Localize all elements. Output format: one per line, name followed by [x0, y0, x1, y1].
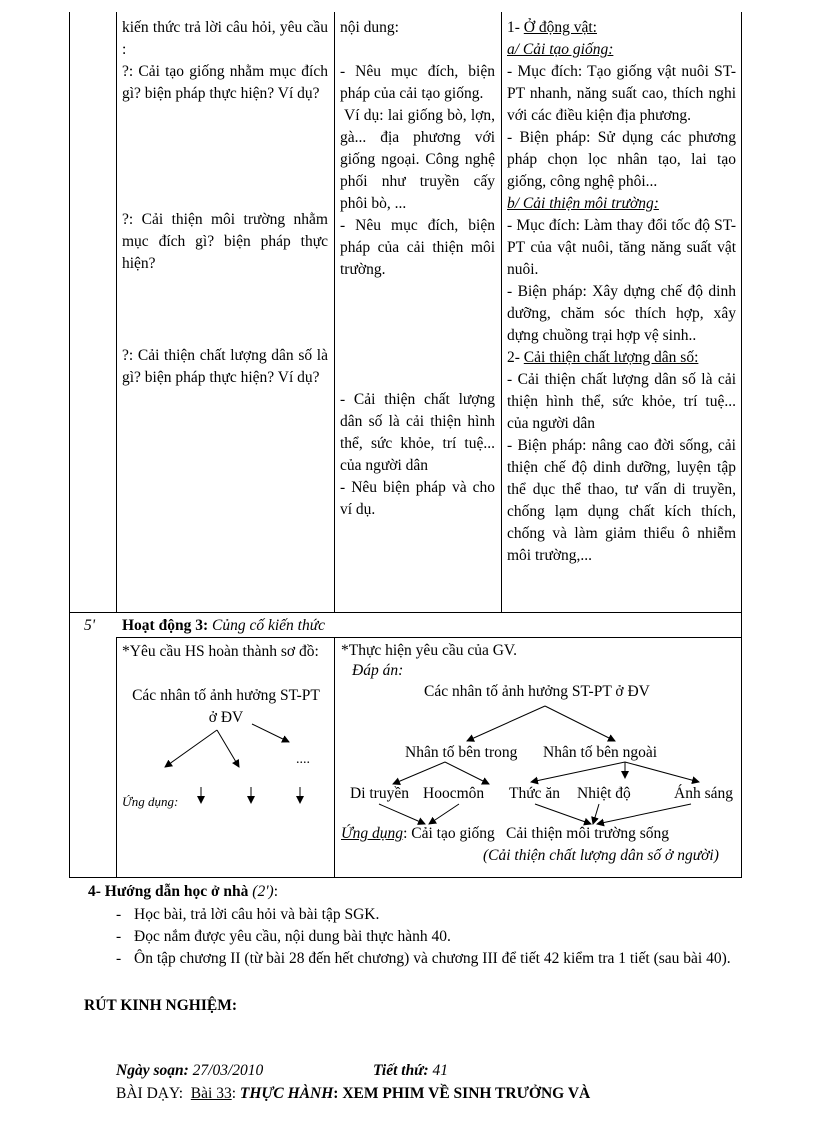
breed-purpose: - Mục đích: Tạo giống vật nuôi ST-PT nhanh, năng suất cao, thích nghi với các điều kiện địa phương.: [507, 63, 736, 124]
heading-population: 2- Cải thiện chất lượng dân số:: [507, 349, 699, 366]
student-column: [340, 17, 495, 521]
arrow-genetics-breed: [379, 804, 425, 824]
period-number: Tiết thứ: 41: [373, 1062, 449, 1079]
diagram-leaf-genetics: Di truyền: [350, 785, 409, 802]
answer-1-example: Ví dụ: lai giống bò, lợn, gà... địa phương với giống ngoại. Công nghệ phối như truyền cấy phôi bò, ...: [340, 107, 495, 212]
homework-item: - Đọc nắm được yêu cầu, nội dung bài thực hành 40.: [116, 928, 451, 945]
teacher-dots: ....: [296, 752, 310, 767]
prep-date: Ngày soạn: 27/03/2010: [116, 1062, 264, 1079]
experience-heading: RÚT KINH NGHIỆM:: [84, 997, 238, 1014]
population-method: - Biện pháp: nâng cao đời sống, cải thiện chế độ dinh dưỡng, luyện tập thể dục thể thao, tư vấn di truyền, chống lạm dụng chất kích thích, chống và làm giảm thiểu ô nhiễm môi trường,...: [507, 437, 736, 564]
question-3: ?: Cải thiện chất lượng dân số là gì? biện pháp thực hiện? Ví dụ?: [122, 347, 328, 386]
heading-environment: b/ Cải thiện môi trường:: [507, 195, 659, 212]
teacher-diagram-title: Các nhân tố ảnh hưởng ST-PT ở ĐV: [132, 687, 320, 726]
question-1: ?: Cải tạo giống nhằm mục đích gì? biện pháp thực hiện? Ví dụ?: [122, 63, 328, 102]
heading-breed: a/ Cải tạo giống:: [507, 41, 614, 58]
answer-2: - Nêu mục đích, biện pháp của cải thiện môi trường.: [340, 217, 495, 278]
diagram-leaf-temperature: Nhiệt độ: [577, 785, 631, 802]
student-request: *Thực hiện yêu cầu của GV.: [341, 642, 517, 659]
homework-item: - Ôn tập chương II (từ bài 28 đến hết chương) và chương III để tiết 42 kiểm tra 1 tiết (sau bài 40).: [116, 950, 731, 967]
teacher-apply-label: Ứng dụng:: [122, 794, 179, 809]
environment-purpose: - Mục đích: Làm thay đổi tốc độ ST-PT của vật nuôi, tăng năng suất vật nuôi.: [507, 217, 736, 278]
diagram-leaf-light: Ánh sáng: [674, 785, 733, 802]
diagram-leaf-hormone: Hoocmôn: [423, 785, 485, 802]
heading-animals: 1- Ở động vật:: [507, 19, 597, 36]
teacher-request: *Yêu cầu HS hoàn thành sơ đồ:: [122, 643, 319, 660]
homework-heading: 4- Hướng dẫn học ở nhà (2'):: [88, 883, 278, 900]
answer-diagram-arrows: [335, 638, 741, 877]
activity-time: 5': [84, 617, 96, 634]
diagram-application: Ứng dụng: Cải tạo giống: [341, 825, 495, 842]
homework-list: [116, 904, 744, 970]
answer-label: Đáp án:: [352, 662, 404, 679]
teacher-column: [122, 17, 328, 389]
diagram-apply-population: (Cải thiện chất lượng dân số ở người): [483, 847, 719, 864]
answer-3b: - Nêu biện pháp và cho ví dụ.: [340, 479, 495, 518]
diagram-root: Các nhân tố ảnh hưởng ST-PT ở ĐV: [424, 683, 650, 700]
arrow-hormone-breed: [429, 804, 459, 824]
arrow-light-env: [597, 804, 691, 824]
arrow-inner-hormone: [445, 762, 489, 784]
teacher-intro: kiến thức trả lời câu hỏi, yêu cầu :: [122, 19, 328, 58]
diagram-apply-environment: Cải thiện môi trường sống: [506, 825, 669, 842]
teacher-arrow-right: [252, 724, 289, 742]
activity-title: Hoạt động 3: Củng cố kiến thức: [122, 617, 326, 634]
arrow-outer-light: [625, 762, 699, 782]
diagram-outer-factor: Nhân tố bên ngoài: [543, 744, 658, 761]
arrow-outer-food: [531, 762, 625, 782]
population-definition: - Cải thiện chất lượng dân số là cải thiện hình thể, sức khỏe, trí tuệ... của người dân: [507, 371, 736, 432]
arrow-root-outer: [545, 706, 615, 741]
teacher-arrow-left: [165, 730, 217, 767]
lesson-title: BÀI DẠY: Bài 33: THỰC HÀNH: XEM PHIM VỀ SINH TRƯỞNG VÀ: [116, 1085, 591, 1102]
diagram-leaf-food: Thức ăn: [509, 785, 561, 802]
environment-method: - Biện pháp: Xây dựng chế độ dinh dưỡng, chăm sóc thích hợp, xây dựng chuồng trại hợp vệ sinh..: [507, 283, 736, 344]
arrow-temperature-env: [593, 804, 599, 824]
arrow-inner-genetics: [393, 762, 445, 784]
diagram-inner-factor: Nhân tố bên trong: [405, 744, 518, 761]
arrow-food-env: [535, 804, 591, 824]
student-intro: nội dung:: [340, 19, 399, 36]
answer-1: - Nêu mục đích, biện pháp của cải tạo giống.: [340, 63, 495, 102]
question-2: ?: Cải thiện môi trường nhằm mục đích gì? biện pháp thực hiện?: [122, 211, 328, 272]
breed-method: - Biện pháp: Sử dụng các phương pháp chọn lọc nhân tạo, lai tạo giống, công nghệ phôi...: [507, 129, 736, 190]
arrow-root-inner: [467, 706, 545, 741]
homework-item: - Học bài, trả lời câu hỏi và bài tập SGK.: [116, 906, 380, 923]
content-column: [507, 17, 736, 567]
answer-3a: - Cải thiện chất lượng dân số là cải thiện hình thể, sức khỏe, trí tuệ... của người dân: [340, 391, 495, 474]
teacher-arrow-mid: [217, 730, 239, 767]
